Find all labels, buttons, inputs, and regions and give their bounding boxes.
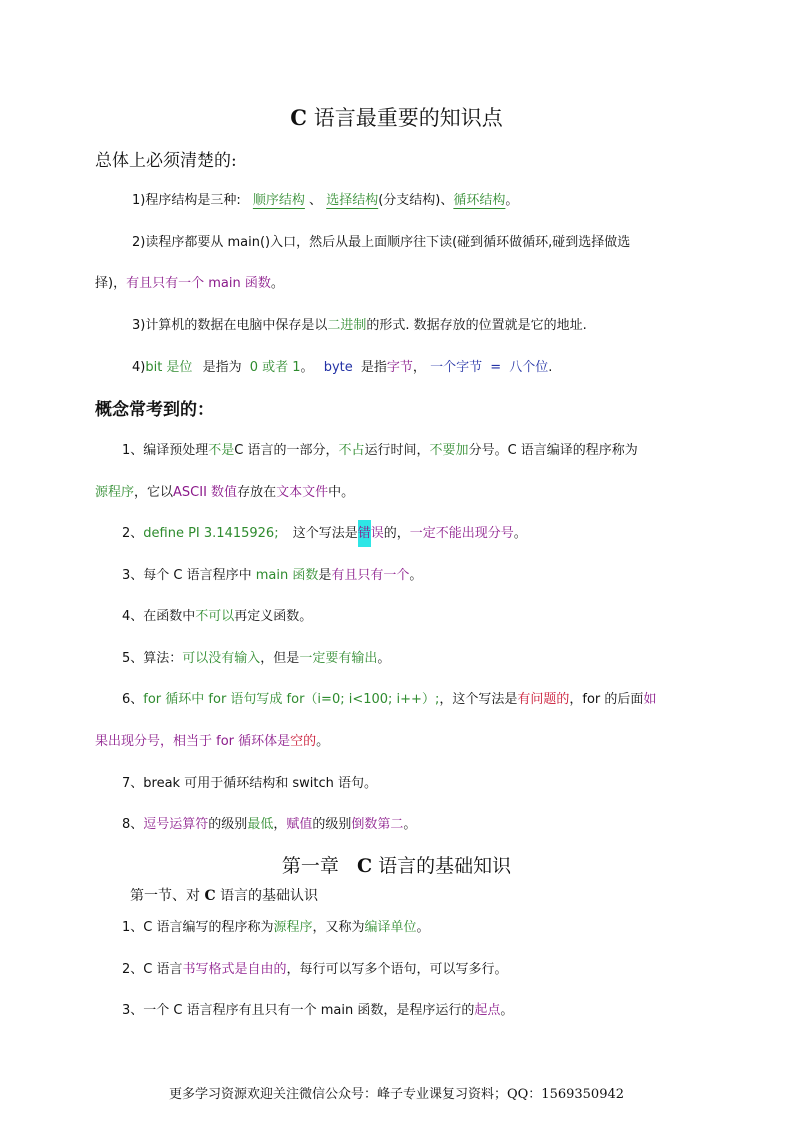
keyword: 不可以 <box>195 609 235 624</box>
text: 是指 <box>360 360 387 375</box>
text: 这个写法是 <box>292 526 358 541</box>
text: 。 <box>403 817 417 832</box>
c-item2 <box>122 960 508 980</box>
keyword-selection: 选择结构 <box>326 193 379 208</box>
text: 运行时间， <box>364 443 430 458</box>
text: 6、 <box>122 692 144 707</box>
keyword-byte-cn: 字节 <box>386 360 413 375</box>
text: C <box>356 855 373 877</box>
text: ，它以 <box>134 485 174 500</box>
keyword: 有且只有一个 <box>331 568 410 583</box>
text: ，这个写法是 <box>439 692 518 707</box>
text: ，每行可以写多个语句，可以写多行。 <box>286 962 508 977</box>
text: 、 <box>309 193 323 208</box>
section1-heading: 总体上必须清楚的: <box>95 151 237 171</box>
text: 的级别 <box>312 817 352 832</box>
text: ，for 的后面 <box>569 692 644 707</box>
text: 。 <box>300 360 314 375</box>
keyword: 逗号运算符 <box>143 817 209 832</box>
section2-heading: 概念常考到的： <box>95 400 214 420</box>
keyword: 不要加 <box>429 443 469 458</box>
text: 中。 <box>328 485 355 500</box>
keyword-one-byte: 一个字节 <box>430 360 483 375</box>
keyword-eight-bits: 八个位 <box>509 360 549 375</box>
keyword: 一定不能出现分号 <box>409 526 514 541</box>
text: 。 <box>513 526 527 541</box>
s2-item5 <box>122 649 390 669</box>
text: 8、 <box>122 817 144 832</box>
s1-item2-line2 <box>95 274 284 294</box>
footer-text: 更多学习资源欢迎关注微信公众号：峰子专业课复习资料；QQ：1569350942 <box>168 1087 625 1102</box>
keyword: 不是 <box>208 443 235 458</box>
keyword: 编译单位 <box>364 920 417 935</box>
keyword: 误 <box>370 526 384 541</box>
text: 语言的基础认识 <box>220 888 319 904</box>
s2-item6 <box>122 690 656 710</box>
s1-item4 <box>132 358 552 378</box>
text: 4) <box>132 360 146 375</box>
text: 5、算法： <box>122 651 183 666</box>
text: 再定义函数。 <box>234 609 313 624</box>
text: 3)计算机的数据在电脑中保存是以 <box>132 318 328 333</box>
text: C <box>204 888 216 904</box>
text: 。 <box>316 734 330 749</box>
text: 1)程序结构是三种: <box>132 193 241 208</box>
keyword: 可以没有输入 <box>182 651 261 666</box>
text: 。 <box>505 193 519 208</box>
keyword: 不占 <box>338 443 365 458</box>
keyword: 赋值 <box>286 817 313 832</box>
code-for: for 循环中 for 语句写成 for（i=0; i<100; i++）; <box>143 692 440 707</box>
highlight-error: 错 <box>358 520 371 547</box>
s2-item7: 7、break 可用于循环结构和 switch 语句。 <box>122 776 377 791</box>
s1-item2-line1: 2)读程序都要从 main()入口，然后从最上面顺序往下读(碰到循环做循环,碰到选择做选 <box>132 235 631 250</box>
text: 择)， <box>95 276 127 291</box>
text: 。 <box>416 920 430 935</box>
keyword: 有问题的 <box>517 692 570 707</box>
page-title <box>0 104 793 132</box>
s2-item2 <box>122 524 527 544</box>
c-item1 <box>122 918 430 938</box>
text: 。 <box>500 1003 514 1018</box>
equals-sign: = <box>490 360 502 375</box>
keyword: 起点 <box>474 1003 501 1018</box>
keyword-loop: 循环结构 <box>453 193 506 208</box>
keyword-sequence: 顺序结构 <box>252 193 305 208</box>
keyword-0-or-1: 0 或者 1 <box>249 360 301 375</box>
code-define: define PI 3.1415926; <box>143 526 279 541</box>
text: 是 <box>318 568 332 583</box>
text: C 语言的一部分， <box>234 443 339 458</box>
keyword: 倒数第二 <box>351 817 404 832</box>
text: 的形式. 数据存放的位置就是它的地址. <box>366 318 587 333</box>
text: 。 <box>270 276 284 291</box>
keyword-byte: byte <box>323 360 353 375</box>
keyword: 最低 <box>247 817 274 832</box>
text: ， <box>412 360 426 375</box>
s2-item3 <box>122 566 422 586</box>
text: ，但是 <box>260 651 300 666</box>
keyword: ASCII 数值 <box>173 485 238 500</box>
keyword: 空的 <box>290 734 317 749</box>
text: 。 <box>377 651 391 666</box>
keyword: 一定要有输出 <box>299 651 378 666</box>
s2-item1 <box>122 441 638 461</box>
s2-item8 <box>122 815 416 835</box>
text: 第一章 <box>281 855 339 877</box>
text: . <box>548 360 553 375</box>
keyword: main 函数 <box>255 568 319 583</box>
keyword-main: 有且只有一个 main 函数 <box>126 276 271 291</box>
s2-item4 <box>122 607 312 627</box>
keyword-bit: bit 是位 <box>145 360 193 375</box>
text: 1、编译预处理 <box>122 443 209 458</box>
title-rest: 语言最重要的知识点 <box>313 106 503 130</box>
text: 语言的基础知识 <box>378 855 512 877</box>
text: 的级别 <box>208 817 248 832</box>
s2-item1-cont <box>95 483 354 503</box>
s2-item6-cont <box>95 732 329 752</box>
keyword-binary: 二进制 <box>327 318 367 333</box>
text: (分支结构)、 <box>378 193 454 208</box>
text: 2、C 语言 <box>122 962 183 977</box>
keyword: 源程序 <box>273 920 313 935</box>
text: 。 <box>409 568 423 583</box>
title-c: C <box>290 105 308 130</box>
keyword: 文本文件 <box>276 485 329 500</box>
text: 的， <box>383 526 410 541</box>
keyword: 果出现分号，相当于 for 循环体是 <box>95 734 291 749</box>
text: 1、C 语言编写的程序称为 <box>122 920 274 935</box>
text: 3、一个 C 语言程序有且只有一个 main 函数，是程序运行的 <box>122 1003 475 1018</box>
keyword: 书写格式是自由的 <box>182 962 287 977</box>
text: 第一节、对 <box>130 888 200 904</box>
text: 分号。C 语言编译的程序称为 <box>468 443 638 458</box>
text: 是指为 <box>202 360 242 375</box>
keyword: 源程序 <box>95 485 135 500</box>
s1-item1 <box>132 191 518 211</box>
text: 4、在函数中 <box>122 609 196 624</box>
c-item3 <box>122 1001 513 1021</box>
keyword: 如 <box>643 692 657 707</box>
chapter-title <box>0 853 793 879</box>
text: 2、 <box>122 526 144 541</box>
text: ，又称为 <box>312 920 365 935</box>
text: ， <box>273 817 287 832</box>
s1-item3 <box>132 316 587 336</box>
subsection-title <box>130 886 318 906</box>
text: 存放在 <box>237 485 277 500</box>
text: 3、每个 C 语言程序中 <box>122 568 252 583</box>
